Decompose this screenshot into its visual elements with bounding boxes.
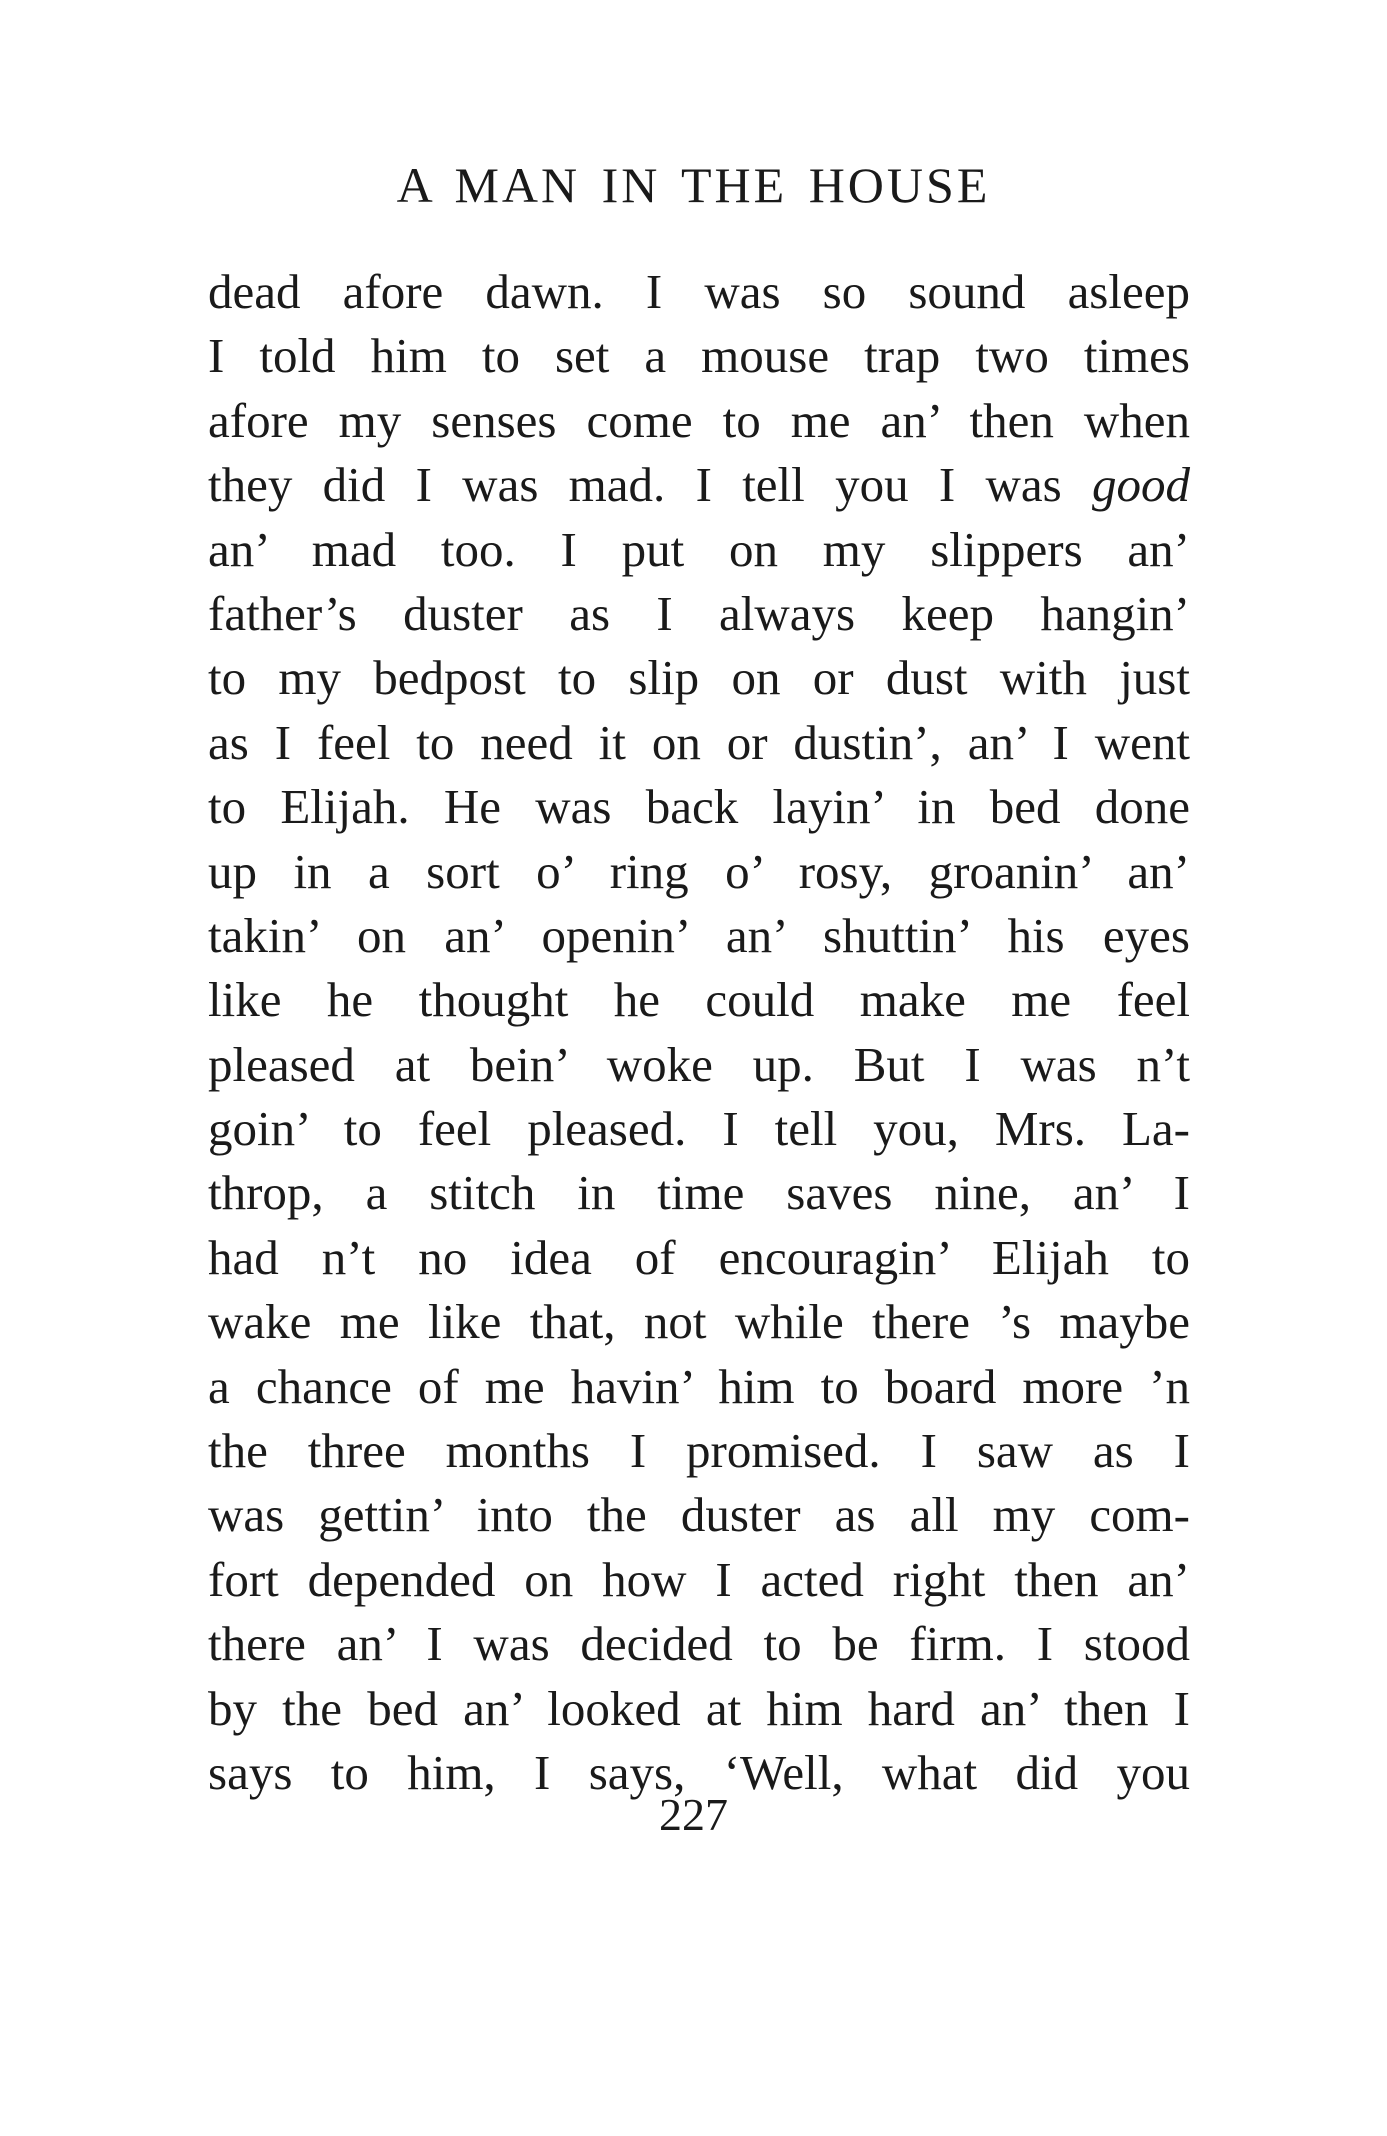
text-line-13: pleased at bein’ woke up. But I was n’t xyxy=(208,1036,1190,1092)
text-line-4 xyxy=(208,453,1190,517)
text-line-7: to my bedpost to slip on or dust with just xyxy=(208,650,1190,706)
text-line-3: afore my senses come to me an’ then when xyxy=(208,392,1190,448)
text-line-21: fort depended on how I acted right then an’ xyxy=(208,1551,1190,1607)
text-line-10: up in a sort o’ ring o’ rosy, groanin’ an’ xyxy=(208,843,1190,899)
text-line-5: an’ mad too. I put on my slippers an’ xyxy=(208,521,1190,577)
text-line-24: says to him, I says, ‘Well, what did you xyxy=(208,1744,1190,1800)
text-line-19: the three months I promised. I saw as I xyxy=(208,1423,1190,1479)
text-line-1: dead afore dawn. I was so sound asleep xyxy=(208,264,1190,319)
text-line-8: as I feel to need it on or dustin’, an’ I went xyxy=(208,714,1190,770)
emphasis-word: good xyxy=(1092,457,1190,513)
text-line-12: like he thought he could make me feel xyxy=(208,972,1190,1028)
text-line-18: a chance of me havin’ him to board more ’n xyxy=(208,1358,1190,1414)
text-line-9: to Elijah. He was back layin’ in bed done xyxy=(208,779,1190,835)
text-line-22: there an’ I was decided to be firm. I stood xyxy=(208,1616,1190,1672)
text-line-23: by the bed an’ looked at him hard an’ then I xyxy=(208,1680,1190,1736)
body-text xyxy=(208,260,1190,1805)
text-line-20: was gettin’ into the duster as all my com- xyxy=(208,1487,1190,1543)
page-number: 227 xyxy=(659,1789,728,1840)
text-line-6: father’s duster as I always keep hangin’ xyxy=(208,585,1190,641)
running-head: A MAN IN THE HOUSE xyxy=(396,157,991,213)
text-line-15: throp, a stitch in time saves nine, an’ I xyxy=(208,1165,1190,1221)
text-line-16: had n’t no idea of encouragin’ Elijah to xyxy=(208,1229,1190,1285)
text-line-17: wake me like that, not while there ’s maybe xyxy=(208,1294,1190,1350)
text-line-4-main: they did I was mad. I tell you I was xyxy=(208,457,1092,513)
text-line-11: takin’ on an’ openin’ an’ shuttin’ his eyes xyxy=(208,907,1190,963)
text-line-2: I told him to set a mouse trap two times xyxy=(208,328,1190,384)
text-line-14: goin’ to feel pleased. I tell you, Mrs. La- xyxy=(208,1101,1190,1157)
